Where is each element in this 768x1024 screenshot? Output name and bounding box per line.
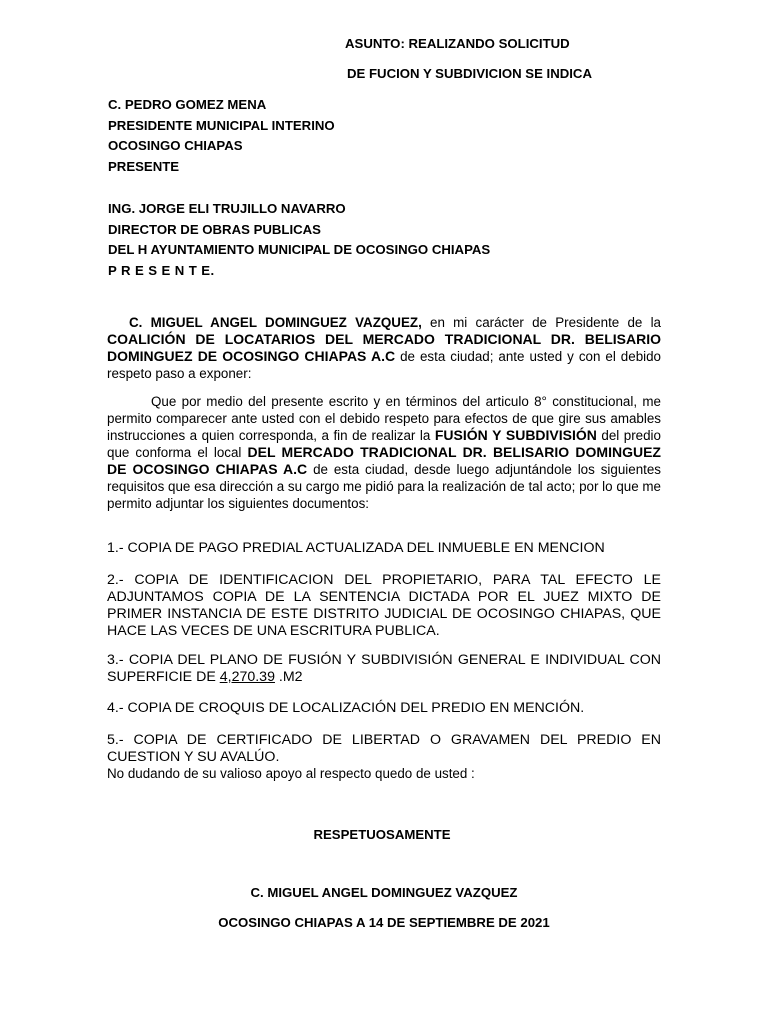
request-paragraph	[107, 393, 661, 512]
subject-line-1: ASUNTO: REALIZANDO SOLICITUD	[345, 36, 570, 51]
intro-paragraph	[107, 314, 661, 382]
surface-area-value: 4,270.39	[219, 669, 275, 685]
signature-name: C. MIGUEL ANGEL DOMINGUEZ VAZQUEZ	[250, 885, 518, 901]
request-text-2: del predio que conforma el local	[107, 428, 661, 460]
recipient-2-name: ING. JORGE ELI TRUJILLO NAVARRO	[108, 201, 346, 216]
intro-text-1: en mi carácter de Presidente de la	[421, 315, 662, 330]
list-item-2: 2.- COPIA DE IDENTIFICACION DEL PROPIETARIO, PARA TAL EFECTO LE ADJUNTAMOS COPIA DE LA SENTENCIA DICTADA POR EL JUEZ MIXTO DE PRIMER INSTANCIA DE ESTE DISTRITO JUDICIAL DE OCOSINGO CHIAPAS, QUE HACE LAS VECES DE UNA ESCRITURA PUBLICA.	[107, 572, 661, 639]
recipient-2-presente: P R E S E N T E.	[108, 262, 215, 278]
list-item-4: 4.- COPIA DE CROQUIS DE LOCALIZACIÓN DEL PREDIO EN MENCIÓN.	[107, 700, 585, 716]
list-item-1: 1.- COPIA DE PAGO PREDIAL ACTUALIZADA DEL INMUEBLE EN MENCION	[107, 540, 605, 556]
recipient-2-block	[108, 199, 490, 281]
recipient-1-title: PRESIDENTE MUNICIPAL INTERINO	[108, 117, 335, 133]
recipient-2-title: DIRECTOR DE OBRAS PUBLICAS	[108, 221, 321, 237]
request-bold-1: FUSIÓN Y SUBDIVISIÓN	[434, 427, 597, 443]
list-item-5: 5.- COPIA DE CERTIFICADO DE LIBERTAD O GRAVAMEN DEL PREDIO EN CUESTION Y SU AVALÚO.	[107, 732, 661, 765]
recipient-1-presente: PRESENTE	[108, 158, 180, 174]
intro-text-2: de esta ciudad; ante usted y con el debido respeto paso a exponer:	[107, 349, 662, 381]
request-text-3: de esta ciudad, desde luego adjuntándole los siguientes requisitos que esa dirección a su cargo me pidió para la realización de tal acto; por lo que me permito adjuntar los siguientes documentos:	[107, 462, 661, 511]
surface-area-unit: .M2	[274, 669, 303, 685]
recipient-1-block	[108, 95, 335, 177]
list-item-3-text: 3.- COPIA DEL PLANO DE FUSIÓN Y SUBDIVISIÓN GENERAL E INDIVIDUAL CON SUPERFICIE DE	[107, 652, 661, 685]
list-item-3	[107, 652, 661, 686]
recipient-1-name: C. PEDRO GOMEZ MENA	[108, 97, 267, 112]
subject-line-2: DE FUCION Y SUBDIVICION SE INDICA	[347, 66, 592, 81]
request-bold-2: DEL MERCADO TRADICIONAL DR. BELISARIO DOMINGUEZ DE OCOSINGO CHIAPAS A.C	[107, 444, 661, 477]
place-and-date: OCOSINGO CHIAPAS A 14 DE SEPTIEMBRE DE 2021	[218, 915, 550, 931]
recipient-1-place: OCOSINGO CHIAPAS	[108, 138, 243, 153]
recipient-2-dept: DEL H AYUNTAMIENTO MUNICIPAL DE OCOSINGO CHIAPAS	[108, 242, 491, 257]
sender-name: C. MIGUEL ANGEL DOMINGUEZ VAZQUEZ,	[129, 315, 422, 330]
signoff: RESPETUOSAMENTE	[313, 827, 451, 843]
request-text-1: Que por medio del presente escrito y en términos del articulo 8° constitucional, me permito comparecer ante usted con el debido respeto para efectos de que gire sus amables instrucciones a quien corresponda, a fin de realizar la	[107, 394, 661, 443]
closing-line: No dudando de su valioso apoyo al respecto quedo de usted :	[107, 766, 475, 781]
organization-name: COALICIÓN DE LOCATARIOS DEL MERCADO TRADICIONAL DR. BELISARIO DOMINGUEZ DE OCOSINGO CHIAPAS A.C	[107, 331, 661, 364]
